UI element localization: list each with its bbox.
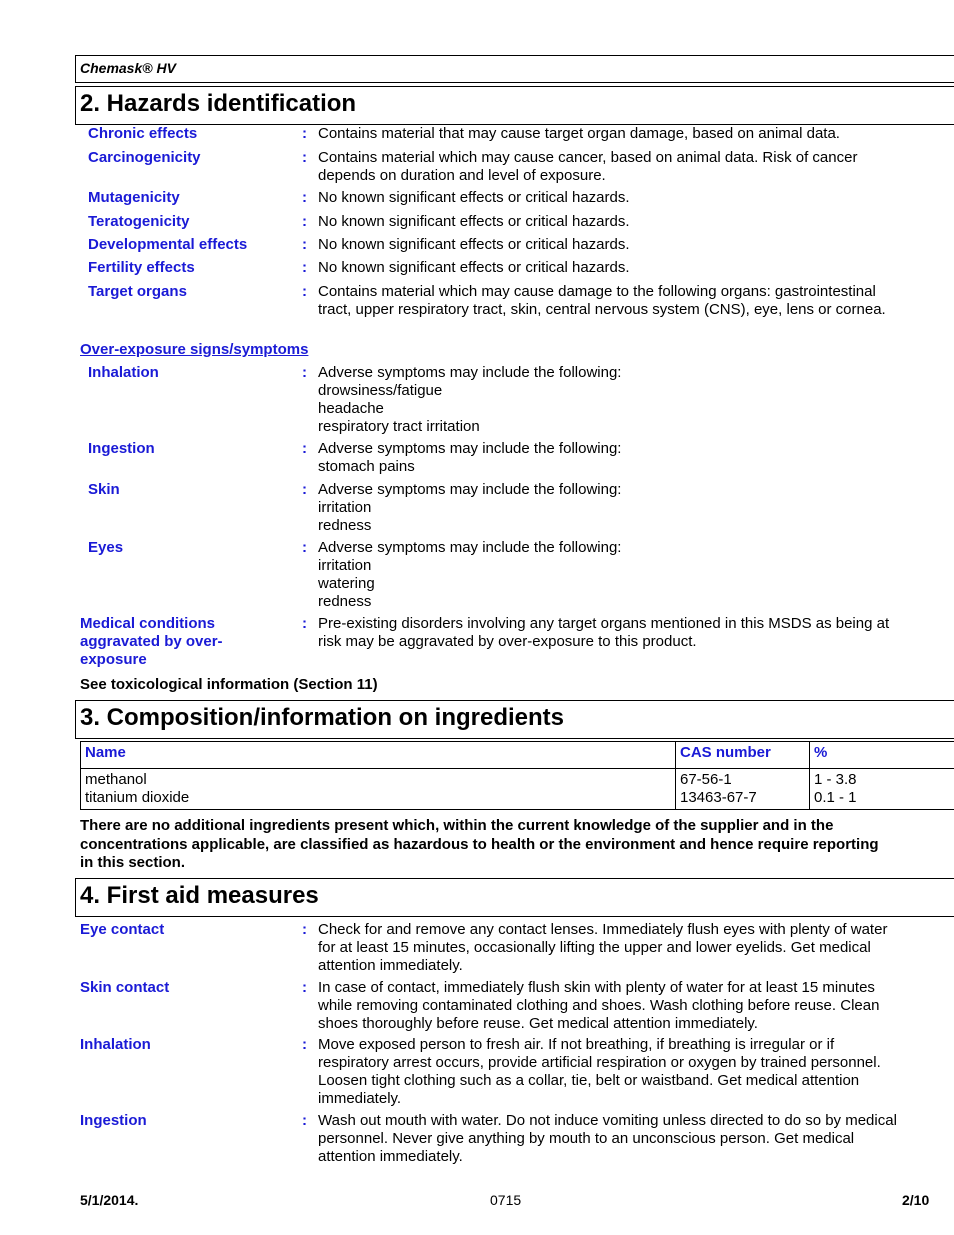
ingredients-table xyxy=(80,741,954,810)
symptom-row-label: Skin xyxy=(88,481,120,498)
hazard-row-label: Carcinogenicity xyxy=(88,149,201,166)
ingredient-cas: 67-56-1 13463-67-7 xyxy=(676,769,810,810)
first-aid-row-label: Inhalation xyxy=(80,1036,151,1053)
col-cas-header: CAS number xyxy=(676,742,810,769)
section-4-title: 4. First aid measures xyxy=(80,882,319,909)
hazard-row-colon: : xyxy=(302,213,307,230)
footer-page: 2/10 xyxy=(902,1192,930,1208)
ingredient-pct: 1 - 3.8 0.1 - 1 xyxy=(810,769,954,810)
product-header-bar xyxy=(75,55,954,83)
hazard-row-label: Developmental effects xyxy=(88,236,248,253)
symptom-row-label: Inhalation xyxy=(88,364,159,381)
hazard-row-label: Chronic effects xyxy=(88,125,198,142)
hazard-row-label: Target organs xyxy=(88,283,187,300)
first-aid-row-label: Eye contact xyxy=(80,921,165,938)
see-tox-note: See toxicological information (Section 11) xyxy=(80,676,378,693)
section-2-header xyxy=(75,86,954,125)
ingredient-names: methanol titanium dioxide xyxy=(81,769,676,810)
first-aid-row-colon: : xyxy=(302,1036,307,1053)
footer-date: 5/1/2014. xyxy=(80,1192,139,1208)
hazard-row-value: Contains material which may cause cancer, based on animal data. Risk of cancer depends on duration and level of exposure. xyxy=(318,149,858,184)
table-row xyxy=(81,769,954,810)
symptom-row-label: Ingestion xyxy=(88,440,155,457)
hazard-row-value: No known significant effects or critical hazards. xyxy=(318,213,630,230)
first-aid-row-colon: : xyxy=(302,979,307,996)
col-name-header: Name xyxy=(81,742,676,769)
hazard-row-value: No known significant effects or critical hazards. xyxy=(318,259,630,276)
first-aid-row-label: Skin contact xyxy=(80,979,170,996)
medical-colon: : xyxy=(302,615,307,632)
symptom-row-label: Eyes xyxy=(88,539,124,556)
first-aid-row-colon: : xyxy=(302,921,307,938)
first-aid-row-colon: : xyxy=(302,1112,307,1129)
overexposure-heading: Over-exposure signs/symptoms xyxy=(80,341,309,358)
section-3-header xyxy=(75,700,954,739)
hazard-row-label: Teratogenicity xyxy=(88,213,190,230)
symptom-row-value: Adverse symptoms may include the following: irritation watering redness xyxy=(318,539,622,610)
symptom-row-value: Adverse symptoms may include the following: stomach pains xyxy=(318,440,622,475)
symptom-row-value: Adverse symptoms may include the following: drowsiness/fatigue headache respiratory tract irritation xyxy=(318,364,622,435)
hazard-row-colon: : xyxy=(302,283,307,300)
hazard-row-colon: : xyxy=(302,125,307,142)
symptom-row-colon: : xyxy=(302,364,307,381)
medical-conditions-value: Pre-existing disorders involving any target organs mentioned in this MSDS as being at risk may be aggravated by over-exposure to this product. xyxy=(318,615,890,650)
hazard-row-colon: : xyxy=(302,236,307,253)
section-2-title: 2. Hazards identification xyxy=(80,90,357,117)
hazard-row-value: Contains material that may cause target organ damage, based on animal data. xyxy=(318,125,840,142)
section-3-title: 3. Composition/information on ingredients xyxy=(80,704,564,731)
symptom-row-colon: : xyxy=(302,440,307,457)
first-aid-row-value: In case of contact, immediately flush skin with plenty of water for at least 15 minutes while removing contaminated clothing and shoes. Wash clothing before reuse. Clean shoes thoroughly before reuse. Get medical attention immediately. xyxy=(318,979,880,1032)
medical-conditions-label: Medical conditions aggravated by over- exposure xyxy=(80,615,223,668)
symptom-row-value: Adverse symptoms may include the following: irritation redness xyxy=(318,481,622,534)
hazard-row-value: No known significant effects or critical hazards. xyxy=(318,189,630,206)
col-pct-header: % xyxy=(810,742,954,769)
hazard-row-label: Fertility effects xyxy=(88,259,195,276)
footer-code: 0715 xyxy=(490,1192,522,1208)
first-aid-row-label: Ingestion xyxy=(80,1112,147,1129)
hazard-row-label: Mutagenicity xyxy=(88,189,180,206)
product-name: Chemask® HV xyxy=(80,60,176,76)
hazard-row-colon: : xyxy=(302,149,307,166)
hazard-row-colon: : xyxy=(302,189,307,206)
first-aid-row-value: Wash out mouth with water. Do not induce vomiting unless directed to do so by medical personnel. Never give anything by mouth to an unconscious person. Get medical attention immediately. xyxy=(318,1112,897,1165)
section-4-header xyxy=(75,878,954,917)
first-aid-row-value: Move exposed person to fresh air. If not breathing, if breathing is irregular or if respiratory arrest occurs, provide artificial respiration or oxygen by trained personnel. Loosen tight clothing such as a collar, tie, belt or waistband. Get medical attention immediately. xyxy=(318,1036,881,1107)
symptom-row-colon: : xyxy=(302,539,307,556)
hazard-row-colon: : xyxy=(302,259,307,276)
composition-note: There are no additional ingredients present which, within the current knowledge of the supplier and in the concentrations applicable, are classified as hazardous to health or the environment and hence require reporting in this section. xyxy=(80,817,879,871)
hazard-row-value: No known significant effects or critical hazards. xyxy=(318,236,630,253)
first-aid-row-value: Check for and remove any contact lenses. Immediately flush eyes with plenty of water for at least 15 minutes, occasionally lifting the upper and lower eyelids. Get medical attention immediately. xyxy=(318,921,888,974)
symptom-row-colon: : xyxy=(302,481,307,498)
hazard-row-value: Contains material which may cause damage to the following organs: gastrointestinal tract, upper respiratory tract, skin, central nervous system (CNS), eye, lens or cornea. xyxy=(318,283,886,318)
